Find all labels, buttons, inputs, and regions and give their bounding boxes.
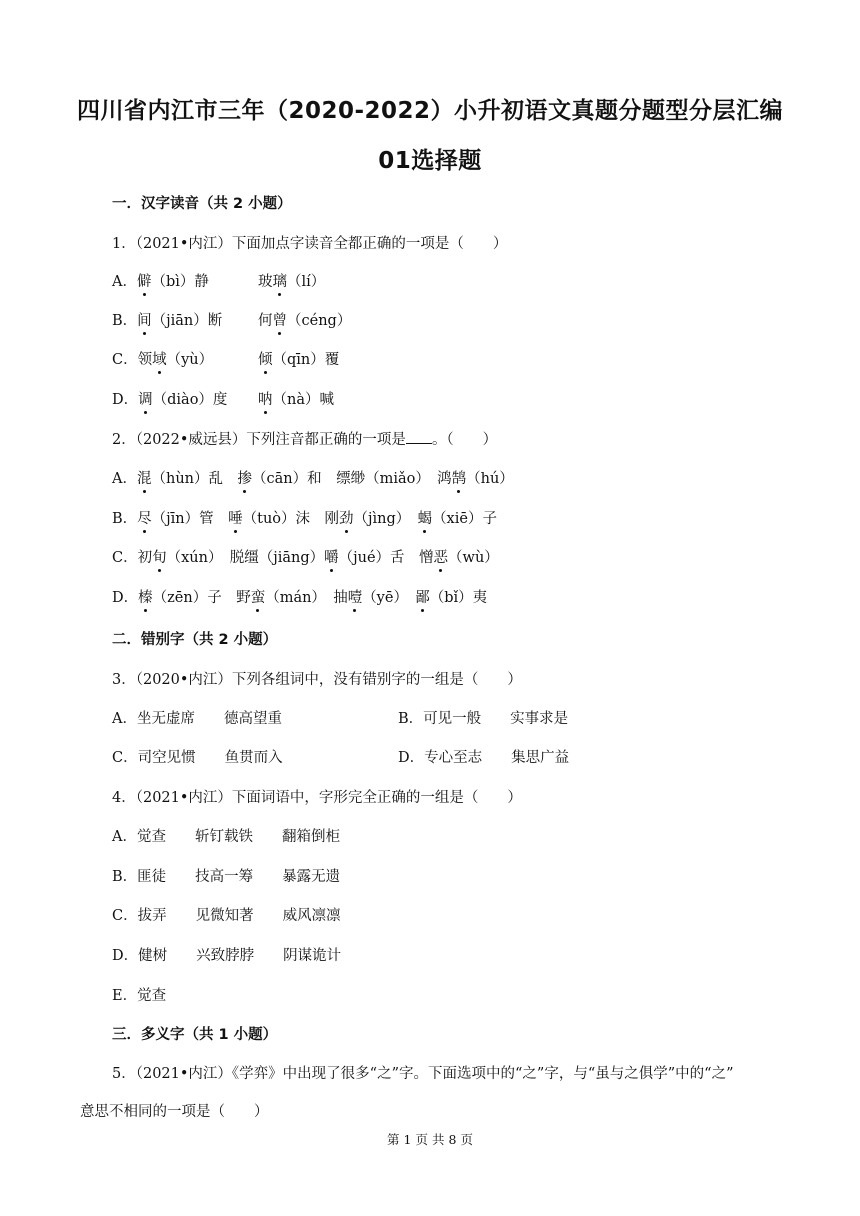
- document-subtitle: 01选择题: [378, 148, 482, 174]
- page-total: 8: [448, 1132, 457, 1147]
- page-number: 1: [403, 1132, 412, 1147]
- page-footer: 第 1 页 共 8 页: [387, 1132, 473, 1147]
- question-stem: 5．（2021•内江）《学弈》中出现了很多“之”字。下面选项中的“之”字，与“虽与之俱学”中的“之”: [112, 1066, 734, 1082]
- question-stem: 4．（2021•内江）下面词语中，字形完全正确的一组是（ ）: [112, 790, 522, 806]
- q3-option-b: B．可见一般 实事求是: [398, 711, 569, 727]
- q3-option-a: A．坐无虚席 德高望重: [112, 711, 282, 727]
- section-heading: 二．错别字（共 2 小题）: [112, 632, 278, 648]
- q1-option-d-part2: 呐（nà）喊: [258, 388, 334, 409]
- q3-option-c: C．司空见惯 鱼贯而入: [112, 750, 283, 766]
- q2-option-a: A．混（hùn）乱 掺（cān）和 缥缈（miǎo） 鸿鹄（hú）: [112, 467, 514, 488]
- question-stem: 1．（2021•内江）下面加点字读音全都正确的一项是（ ）: [112, 236, 508, 252]
- q1-option-c-part2: 倾（qīn）覆: [258, 348, 339, 369]
- q2-option-b: B．尽（jīn）管 唾（tuò）沫 刚劲（jìng） 蝎（xiē）子: [112, 507, 497, 528]
- question-stem: 3．（2020•内江）下列各组词中，没有错别字的一组是（ ）: [112, 672, 522, 688]
- document-title: 四川省内江市三年（2020-2022）小升初语文真题分题型分层汇编: [76, 98, 784, 124]
- q1-option-a-part2: 玻璃（lí）: [258, 270, 325, 291]
- q3-option-d: D．专心至志 集思广益: [398, 750, 570, 766]
- q4-option-e: E．觉查: [112, 988, 167, 1004]
- q4-option-b: B．匪徒 技高一筹 暴露无遗: [112, 869, 341, 885]
- section-heading: 三．多义字（共 1 小题）: [112, 1027, 278, 1043]
- q4-option-a: A．觉查 斩钉载铁 翻箱倒柜: [112, 829, 340, 845]
- q1-option-b-part2: 何曾（céng）: [258, 309, 351, 330]
- q2-option-d: D．榛（zēn）子 野蛮（mán） 抽噎（yē） 鄙（bǐ）夷: [112, 586, 487, 607]
- q2-option-c: C．初旬（xún） 脱缰（jiāng）嚼（jué）舌 憎恶（wù）: [112, 546, 499, 567]
- q1-option-b: B．间（jiān）断: [112, 309, 222, 330]
- question-stem-continued: 意思不相同的一项是（ ）: [80, 1104, 269, 1120]
- question-stem: 2．（2022•威远县）下列注音都正确的一项是 。（ ）: [112, 428, 497, 449]
- q1-option-d: D．调（diào）度: [112, 388, 227, 409]
- q4-option-c: C．拔弄 见微知著 威风凛凛: [112, 908, 341, 924]
- answer-blank: [406, 429, 432, 444]
- section-heading: 一．汉字读音（共 2 小题）: [112, 196, 292, 212]
- q4-option-d: D．健树 兴致脖脖 阴谋诡计: [112, 948, 342, 964]
- q1-option-a: A．僻（bì）静: [112, 270, 209, 291]
- q1-option-c: C．领域（yù）: [112, 348, 213, 369]
